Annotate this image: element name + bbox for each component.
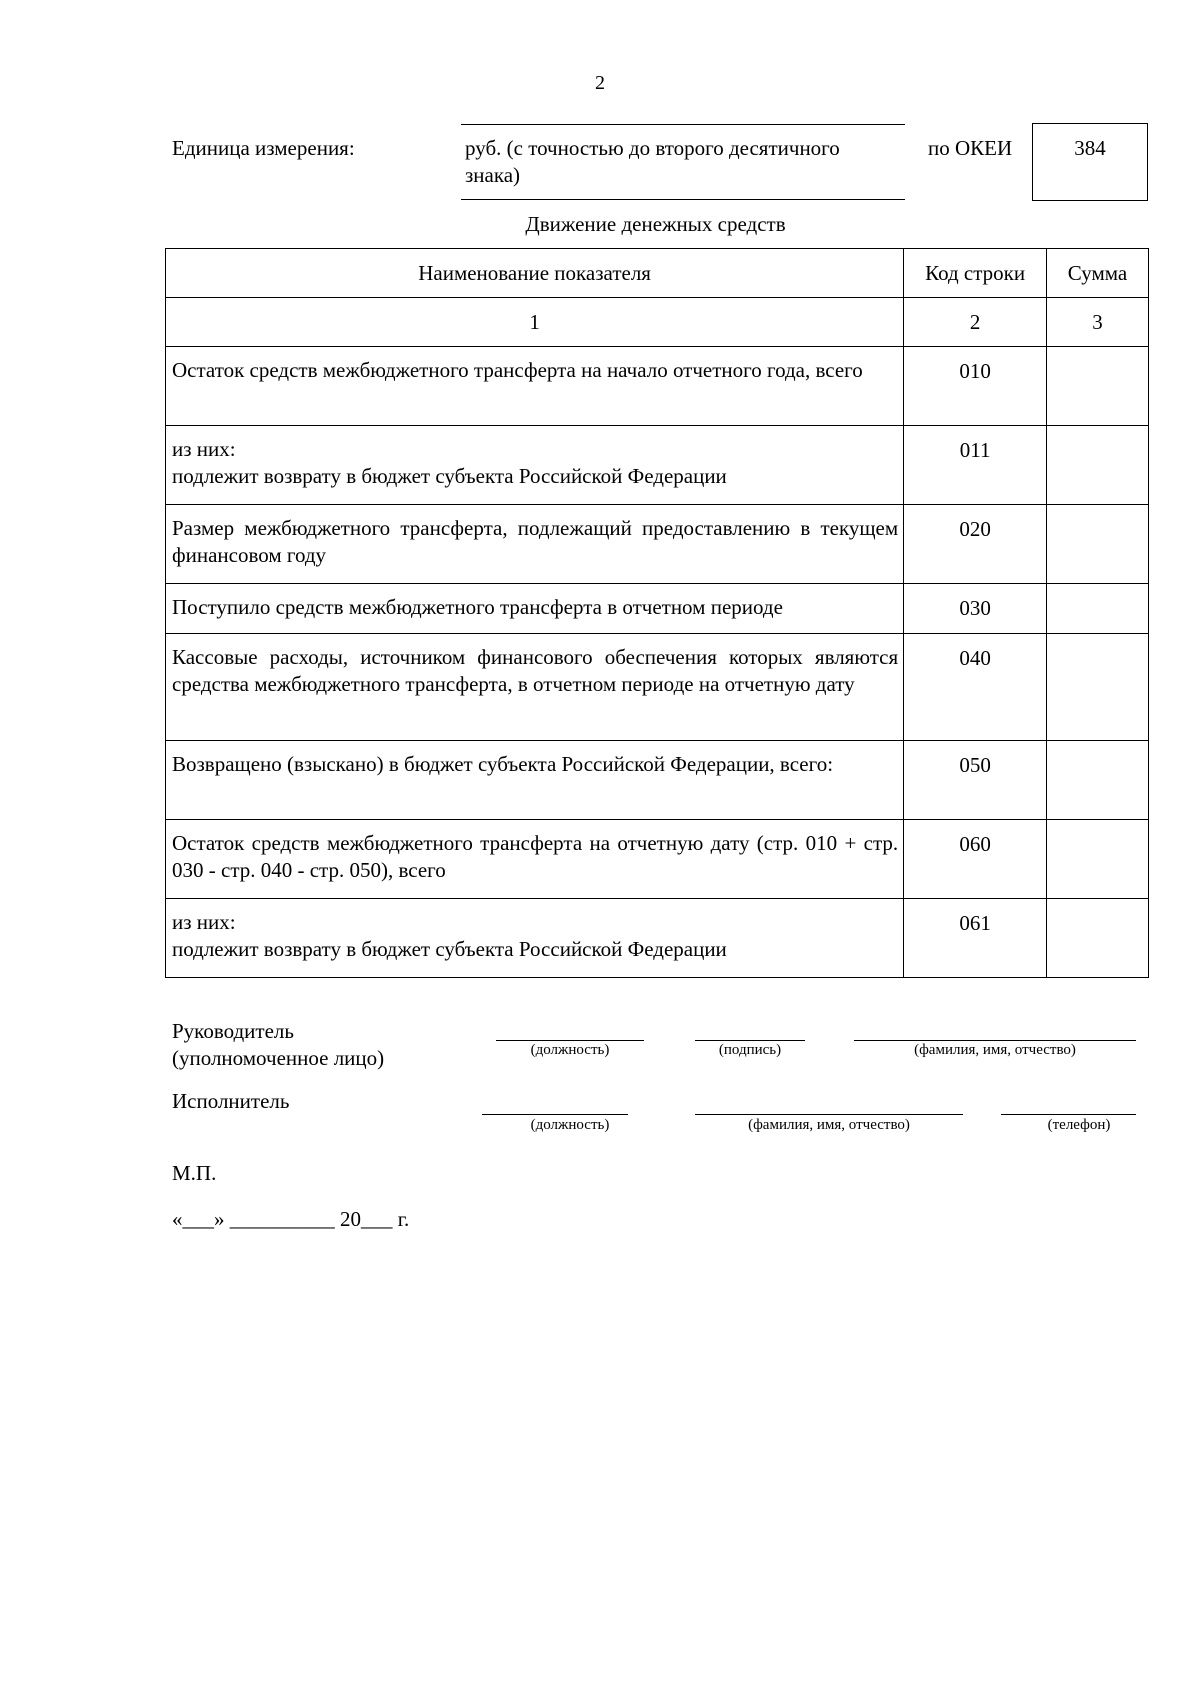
head-label: Руководитель	[172, 1019, 294, 1043]
row-line-code: 050	[904, 741, 1047, 820]
row-indicator-name: Размер межбюджетного трансферта, подлежащий предоставлению в текущем финансовом году	[166, 505, 904, 584]
okei-label: по ОКЕИ	[928, 136, 1013, 160]
row-amount-cell[interactable]	[1047, 584, 1149, 634]
row-indicator-name: Возвращено (взыскано) в бюджет субъекта Российской Федерации, всего:	[166, 741, 904, 820]
executor-label: Исполнитель	[172, 1089, 290, 1113]
row-indicator-name: из них: подлежит возврату в бюджет субъекта Российской Федерации	[166, 426, 904, 505]
table-row	[166, 899, 1149, 978]
table-row	[166, 584, 1149, 634]
row-indicator-name: Остаток средств межбюджетного трансферта на отчетную дату (стр. 010 + стр. 030 - стр. 040 - стр. 050), всего	[166, 820, 904, 899]
unit-value: руб. (с точностью до второго десятичного знака)	[461, 124, 905, 200]
row-amount-cell[interactable]	[1047, 741, 1149, 820]
row-amount-cell[interactable]	[1047, 634, 1149, 741]
head-signature-hint: (подпись)	[718, 1042, 782, 1058]
column-number-3: 3	[1047, 298, 1149, 347]
page-number: 2	[595, 72, 605, 94]
table-row	[166, 505, 1149, 584]
head-fullname-hint: (фамилия, имя, отчество)	[914, 1042, 1076, 1058]
row-amount-cell[interactable]	[1047, 426, 1149, 505]
column-number-2: 2	[904, 298, 1047, 347]
unit-label: Единица измерения:	[172, 136, 355, 160]
okei-code-box: 384	[1032, 123, 1148, 201]
table-row	[166, 741, 1149, 820]
executor-phone-line[interactable]	[1001, 1114, 1136, 1115]
column-number-1: 1	[166, 298, 904, 347]
table-row	[166, 347, 1149, 426]
head-position-line[interactable]	[496, 1040, 644, 1041]
head-signature-line[interactable]	[695, 1040, 805, 1041]
row-line-code: 030	[904, 584, 1047, 634]
table-header-row	[166, 249, 1149, 298]
executor-position-hint: (должность)	[530, 1117, 610, 1133]
executor-fullname-line[interactable]	[695, 1114, 963, 1115]
row-amount-cell[interactable]	[1047, 505, 1149, 584]
header-indicator-name: Наименование показателя	[166, 249, 904, 298]
row-amount-cell[interactable]	[1047, 820, 1149, 899]
table-row	[166, 820, 1149, 899]
row-line-code: 011	[904, 426, 1047, 505]
table-row	[166, 426, 1149, 505]
table-caption: Движение денежных средств	[525, 212, 786, 236]
executor-position-line[interactable]	[482, 1114, 628, 1115]
head-label-authorized: (уполномоченное лицо)	[172, 1046, 385, 1070]
cash-flow-table	[165, 248, 1149, 978]
column-number-row	[166, 298, 1149, 347]
row-line-code: 061	[904, 899, 1047, 978]
row-indicator-name: Кассовые расходы, источником финансового обеспечения которых являются средства межбюджетного трансферта, в отчетном периоде на отчетную дату	[166, 634, 904, 741]
row-indicator-name: Поступило средств межбюджетного трансферта в отчетном периоде	[166, 584, 904, 634]
row-amount-cell[interactable]	[1047, 899, 1149, 978]
row-indicator-name: Остаток средств межбюджетного трансферта на начало отчетного года, всего	[166, 347, 904, 426]
row-line-code: 060	[904, 820, 1047, 899]
row-indicator-name: из них: подлежит возврату в бюджет субъекта Российской Федерации	[166, 899, 904, 978]
row-amount-cell[interactable]	[1047, 347, 1149, 426]
row-line-code: 040	[904, 634, 1047, 741]
row-line-code: 010	[904, 347, 1047, 426]
executor-phone-hint: (телефон)	[1047, 1117, 1111, 1133]
date-line[interactable]: «___» __________ 20___ г.	[172, 1207, 410, 1231]
head-fullname-line[interactable]	[854, 1040, 1136, 1041]
header-amount: Сумма	[1047, 249, 1149, 298]
header-line-code: Код строки	[904, 249, 1047, 298]
stamp-place: М.П.	[172, 1161, 217, 1185]
head-position-hint: (должность)	[530, 1042, 610, 1058]
table-row	[166, 634, 1149, 741]
table-body	[166, 347, 1149, 978]
row-line-code: 020	[904, 505, 1047, 584]
executor-fullname-hint: (фамилия, имя, отчество)	[748, 1117, 910, 1133]
